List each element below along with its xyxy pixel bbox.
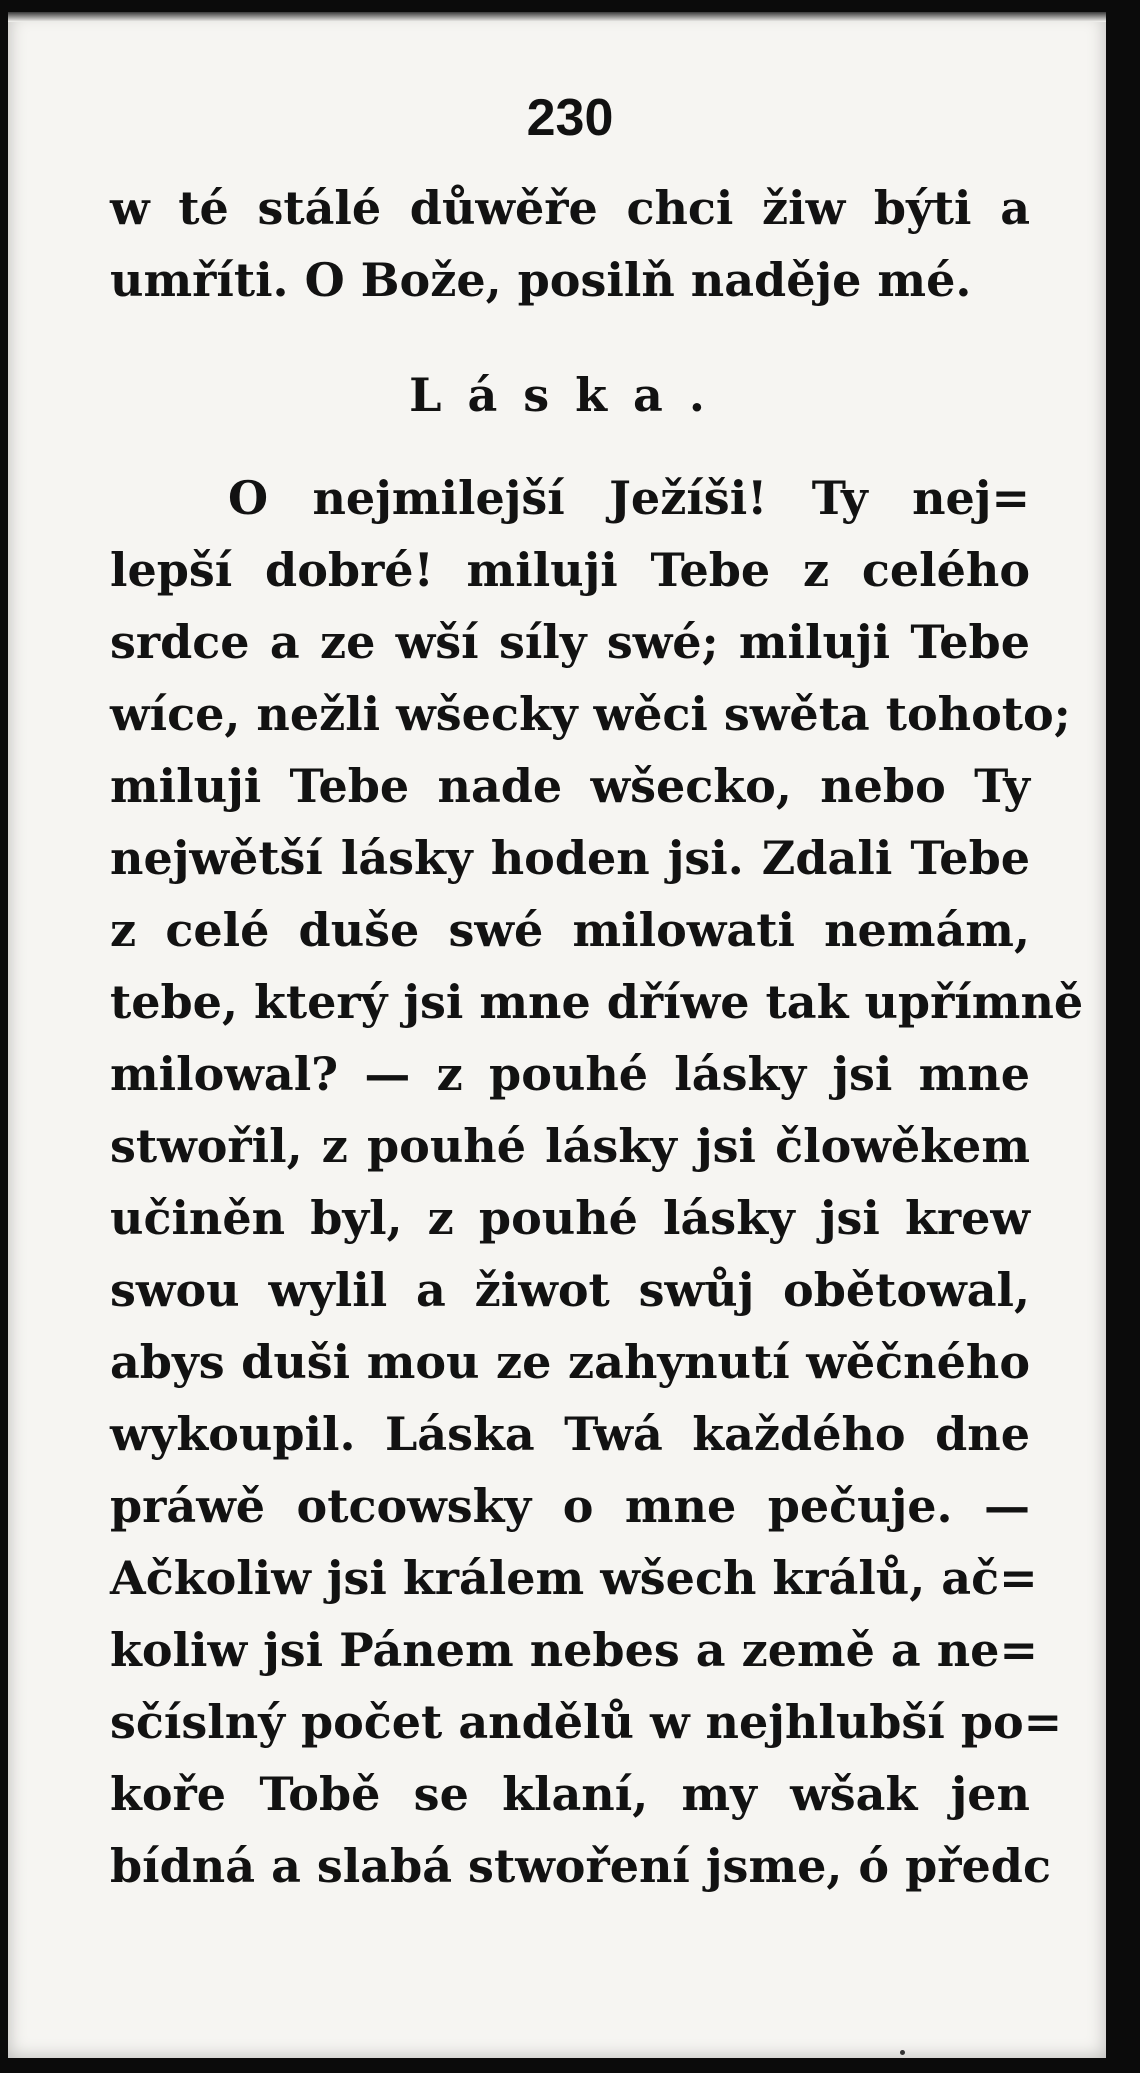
text-line: srdce a ze wší síly swé; miluji Tebe	[110, 615, 1030, 669]
text-line: bídná a slabá stwoření jsme, ó předc	[110, 1839, 1051, 1893]
text-line: wykoupil. Láska Twá každého dne	[110, 1407, 1030, 1461]
text-line: wíce, nežli wšecky wěci swěta tohoto;	[110, 687, 1071, 741]
text-line: nejwětší lásky hoden jsi. Zdali Tebe	[110, 831, 1030, 885]
text-line: Ačkoliw jsi králem wšech králů, ač=	[110, 1551, 1038, 1605]
print-speck	[900, 2050, 905, 2055]
text-line: w té stálé důwěře chci žiw býti a	[110, 181, 1030, 235]
text-line: miluji Tebe nade wšecko, nebo Ty	[110, 759, 1030, 813]
text-line: učiněn byl, z pouhé lásky jsi krew	[110, 1191, 1030, 1245]
text-line: stwořil, z pouhé lásky jsi člowěkem	[110, 1119, 1030, 1173]
text-line: O nejmilejší Ježíši! Ty nej=	[228, 471, 1030, 525]
text-line: tebe, který jsi mne dříwe tak upřímně	[110, 975, 1084, 1029]
text-line: koliw jsi Pánem nebes a země a ne=	[110, 1623, 1038, 1677]
text-line: swou wylil a žiwot swůj obětowal,	[110, 1263, 1030, 1317]
text-line: z celé duše swé milowati nemám,	[110, 903, 1030, 957]
body-paragraph	[110, 462, 1084, 1902]
section-heading: Láska.	[409, 368, 731, 422]
text-line: lepší dobré! miluji Tebe z celého	[110, 543, 1030, 597]
text-line: sčíslný počet andělů w nejhlubší po=	[110, 1695, 1063, 1749]
page-edge	[1106, 0, 1140, 2073]
text-line: koře Tobě se klaní, my wšak jen	[110, 1767, 1030, 1821]
text-line: umříti. O Bože, posilň naděje mé.	[110, 253, 972, 307]
text-line: milowal? — z pouhé lásky jsi mne	[110, 1047, 1030, 1101]
top-edge-shadow	[8, 12, 1106, 22]
page-number: 230	[526, 89, 614, 147]
text-line: abys duši mou ze zahynutí wěčného	[110, 1335, 1030, 1389]
text-line: práwě otcowsky o mne pečuje. —	[110, 1479, 1030, 1533]
intro-paragraph	[110, 172, 1030, 316]
